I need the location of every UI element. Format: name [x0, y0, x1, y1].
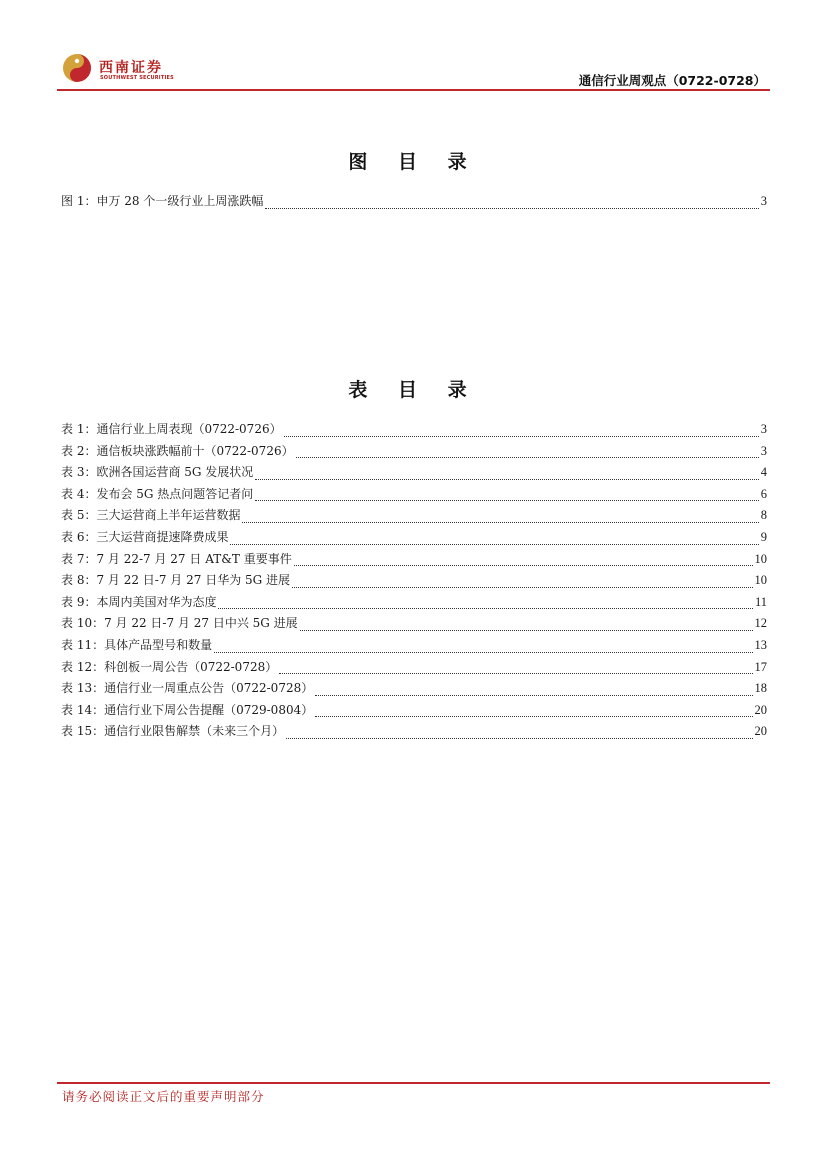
toc-entry[interactable]	[61, 722, 767, 744]
toc-entry-page: 20	[754, 724, 767, 739]
toc-dot-leader	[294, 564, 753, 566]
toc-entry-page: 17	[754, 659, 767, 674]
toc-entry[interactable]	[61, 420, 767, 442]
table-index-list	[61, 420, 767, 744]
report-title: 通信行业周观点（0722-0728）	[578, 73, 766, 88]
toc-dot-leader	[242, 521, 758, 523]
toc-entry[interactable]	[61, 528, 767, 550]
toc-entry-label: 表 12：科创板一周公告（0722-0728）	[61, 659, 278, 674]
header-divider	[57, 89, 770, 91]
toc-entry-page: 3	[760, 422, 767, 436]
toc-entry[interactable]	[61, 192, 767, 214]
toc-entry-label: 表 3：欧洲各国运营商 5G 发展状况	[61, 465, 254, 480]
toc-entry-page: 10	[754, 551, 767, 566]
toc-dot-leader	[230, 543, 758, 545]
page-header	[57, 48, 770, 93]
toc-entry-page: 3	[760, 443, 767, 458]
footer-disclaimer: 请务必阅读正文后的重要声明部分	[62, 1089, 265, 1104]
toc-dot-leader	[265, 207, 758, 209]
toc-entry-page: 20	[754, 702, 767, 717]
toc-entry[interactable]	[61, 658, 767, 680]
logo-english-name: SOUTHWEST SECURITIES	[100, 75, 174, 81]
company-logo	[62, 51, 182, 85]
toc-entry[interactable]	[61, 463, 767, 485]
toc-entry-page: 10	[754, 573, 767, 588]
toc-entry-label: 图 1：申万 28 个一级行业上周涨跌幅	[61, 194, 264, 208]
figure-index-title: 图 目 录	[348, 151, 479, 173]
toc-entry-page: 6	[760, 486, 767, 501]
toc-entry[interactable]	[61, 593, 767, 615]
toc-entry-label: 表 2：通信板块涨跌幅前十（0722-0726）	[61, 443, 294, 458]
toc-entry[interactable]	[61, 442, 767, 464]
toc-entry-label: 表 10：7 月 22 日-7 月 27 日中兴 5G 进展	[61, 616, 298, 631]
toc-entry[interactable]	[61, 506, 767, 528]
toc-entry-label: 表 6：三大运营商提速降费成果	[61, 529, 229, 544]
toc-entry-page: 11	[754, 594, 767, 609]
toc-dot-leader	[218, 607, 753, 609]
toc-entry[interactable]	[61, 679, 767, 701]
toc-entry-label: 表 7：7 月 22-7 月 27 日 AT&T 重要事件	[61, 551, 292, 566]
toc-entry[interactable]	[61, 550, 767, 572]
toc-entry[interactable]	[61, 614, 767, 636]
toc-entry-label: 表 11：具体产品型号和数量	[61, 637, 213, 652]
toc-dot-leader	[315, 694, 752, 696]
footer-divider	[57, 1082, 770, 1084]
toc-dot-leader	[284, 435, 759, 437]
toc-dot-leader	[279, 672, 752, 674]
toc-entry[interactable]	[61, 571, 767, 593]
toc-entry-label: 表 9：本周内美国对华为态度	[61, 594, 217, 609]
toc-dot-leader	[255, 478, 758, 480]
toc-entry[interactable]	[61, 701, 767, 723]
toc-entry-label: 表 5：三大运营商上半年运营数据	[61, 508, 241, 523]
toc-entry[interactable]	[61, 636, 767, 658]
toc-entry-label: 表 8：7 月 22 日-7 月 27 日华为 5G 进展	[61, 573, 291, 588]
toc-entry-label: 表 15：通信行业限售解禁（未来三个月）	[61, 724, 285, 739]
toc-entry-label: 表 1：通信行业上周表现（0722-0726）	[61, 422, 282, 436]
toc-entry-page: 3	[760, 194, 767, 208]
toc-dot-leader	[315, 715, 752, 717]
toc-dot-leader	[286, 737, 752, 739]
logo-chinese-name: 西南证券	[99, 60, 163, 76]
table-index-title: 表 目 录	[348, 379, 479, 401]
toc-entry-page: 8	[760, 508, 767, 523]
toc-dot-leader	[214, 651, 752, 653]
toc-entry-label: 表 14：通信行业下周公告提醒（0729-0804）	[61, 702, 314, 717]
figure-index-list	[61, 192, 767, 214]
toc-entry-page: 18	[754, 681, 767, 696]
toc-dot-leader	[296, 456, 759, 458]
toc-entry-label: 表 13：通信行业一周重点公告（0722-0728）	[61, 681, 314, 696]
toc-dot-leader	[255, 499, 758, 501]
toc-entry[interactable]	[61, 485, 767, 507]
toc-entry-page: 9	[760, 529, 767, 544]
toc-dot-leader	[292, 586, 752, 588]
toc-entry-page: 4	[760, 465, 767, 480]
toc-entry-page: 13	[754, 637, 767, 652]
toc-entry-label: 表 4：发布会 5G 热点问题答记者问	[61, 486, 254, 501]
toc-dot-leader	[300, 629, 753, 631]
toc-entry-page: 12	[754, 616, 767, 631]
logo-emblem-icon	[62, 51, 96, 85]
